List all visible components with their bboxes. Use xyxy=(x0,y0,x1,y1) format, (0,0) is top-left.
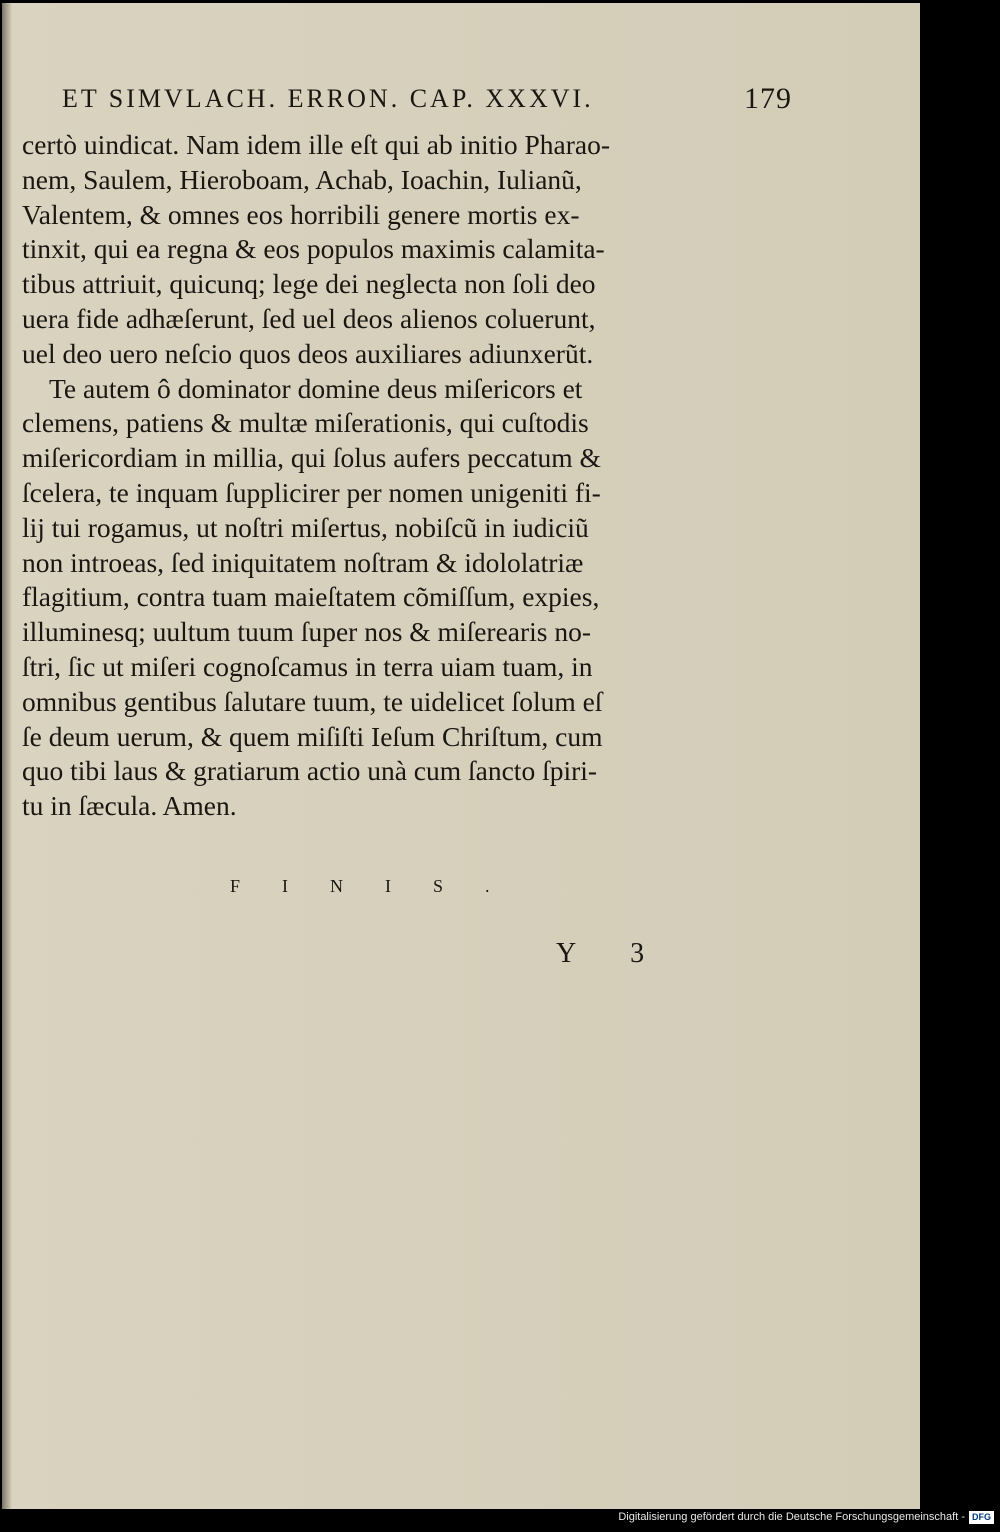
text-line: clemens, patiens & multæ miſerationis, qui cuſtodis xyxy=(22,407,589,439)
digitization-credit xyxy=(618,1510,994,1524)
dfg-logo: DFG xyxy=(969,1511,994,1524)
text-line: tinxit, qui ea regna & eos populos maximis calamita- xyxy=(22,233,605,265)
text-line: ſcelera, te inquam ſupplicirer per nomen unigeniti fi- xyxy=(22,476,601,508)
text-line: quo tibi laus & gratiarum actio unà cum ſancto ſpiri- xyxy=(22,755,598,787)
text-line: Valentem, & omnes eos horribili genere mortis ex- xyxy=(22,198,580,230)
running-head-title: ET SIMVLACH. ERRON. CAP. XXXVI. xyxy=(62,84,594,113)
text-line: flagitium, contra tuam maieſtatem cõmiſſum, expies, xyxy=(22,581,600,613)
text-line: illuminesq; uultum tuum ſuper nos & miſerearis no- xyxy=(22,616,592,648)
finis-mark: FINIS. xyxy=(230,876,532,896)
text-line: nem, Saulem, Hieroboam, Achab, Ioachin, Iulianũ, xyxy=(22,163,582,195)
text-line: omnibus gentibus ſalutare tuum, te uidelicet ſolum eſ xyxy=(22,685,603,717)
text-line: certò uindicat. Nam idem ille eſt qui ab initio Pharao- xyxy=(22,129,611,160)
body-text xyxy=(22,128,742,824)
text-line: ſtri, ſic ut miſeri cognoſcamus in terra uiam tuam, in xyxy=(22,650,593,682)
signature-mark: Y 3 xyxy=(556,938,669,969)
text-line: lij tui rogamus, ut noſtri miſertus, nobiſcũ in iudiciũ xyxy=(22,511,589,543)
text-line: non introeas, ſed iniquitatem noſtram & idololatriæ xyxy=(22,546,584,578)
page-gutter xyxy=(2,3,12,1509)
text-line: tu in ſæcula. Amen. xyxy=(22,790,237,822)
text-line: uera fide adhæſerunt, ſed uel deos alienos coluerunt, xyxy=(22,302,596,334)
text-line: Te autem ô dominator domine deus miſericors et xyxy=(22,372,583,404)
text-line: uel deo uero neſcio quos deos auxiliares adiunxerũt. xyxy=(22,337,594,369)
text-line: tibus attriuit, quicunq; lege dei neglecta non ſoli deo xyxy=(22,268,596,300)
text-line: ſe deum uerum, & quem miſiſti Ieſum Chriſtum, cum xyxy=(22,720,603,752)
credit-text: Digitalisierung gefördert durch die Deutsche Forschungsgemeinschaft - xyxy=(618,1511,965,1523)
page-number: 179 xyxy=(744,82,792,115)
running-head xyxy=(62,84,792,120)
text-line: miſericordiam in millia, qui ſolus aufers peccatum & xyxy=(22,442,601,474)
